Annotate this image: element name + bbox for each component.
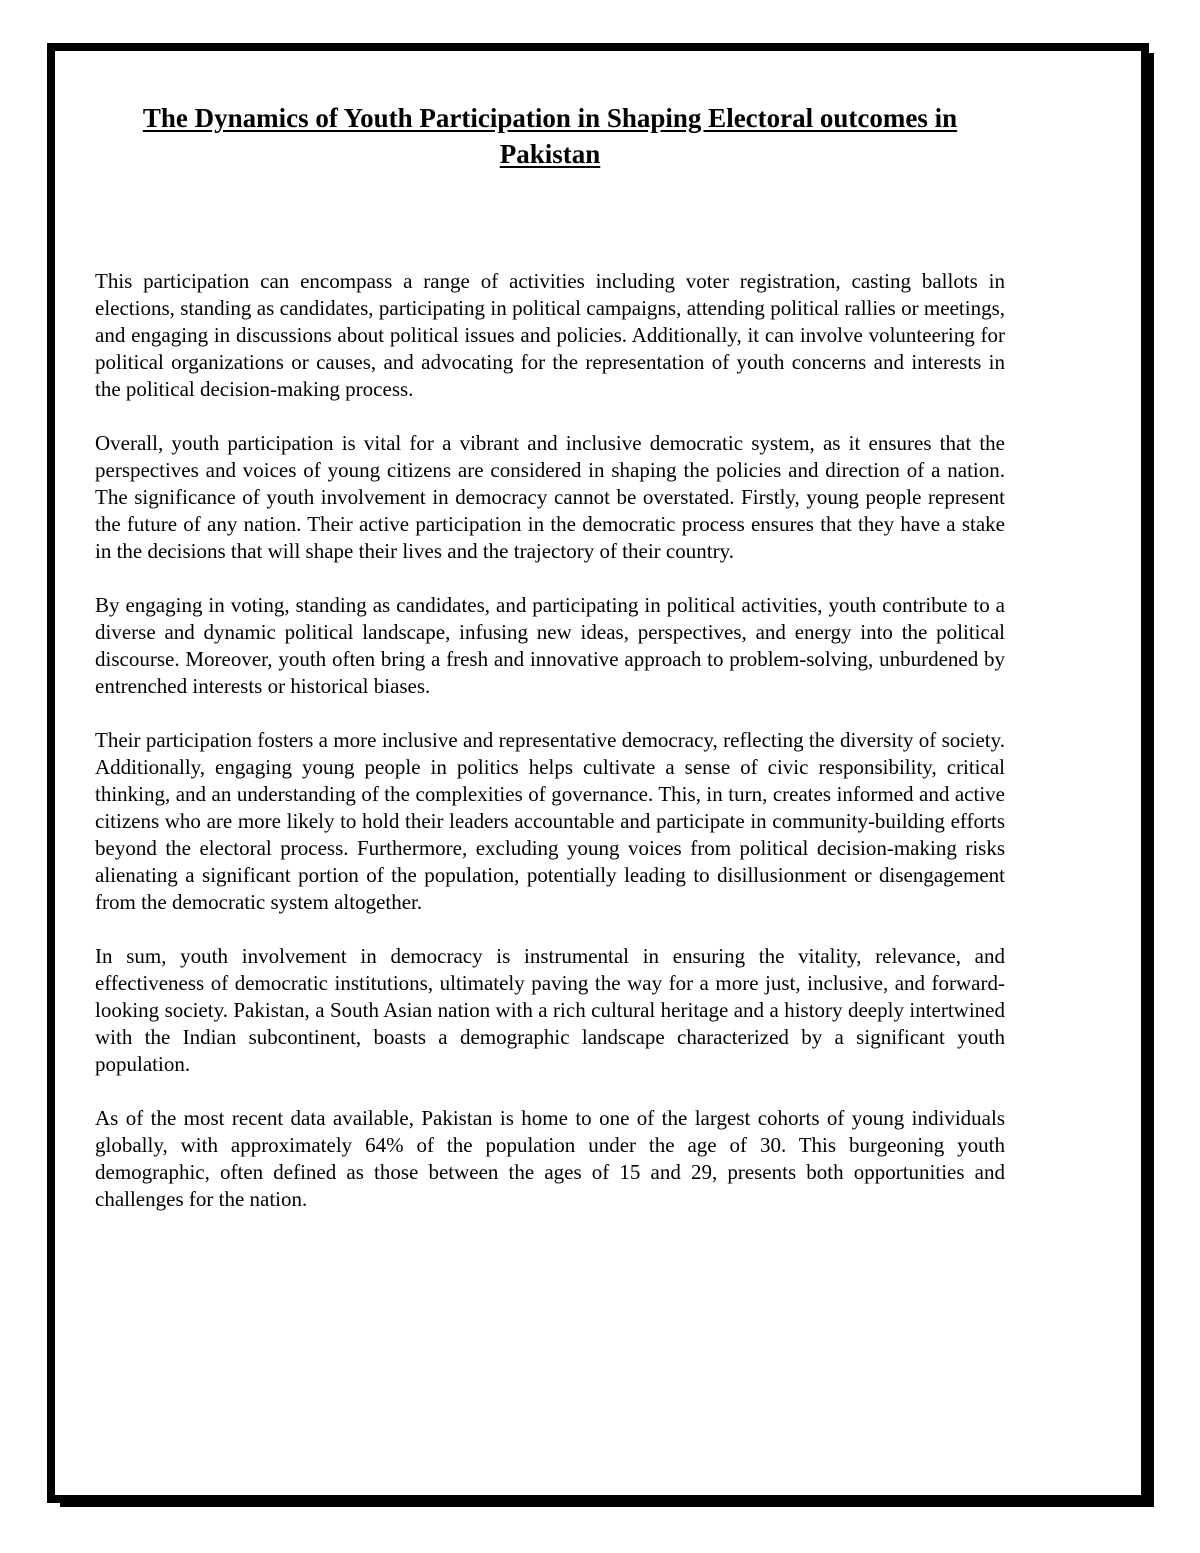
document-body (95, 268, 1005, 1213)
paragraph: Overall, youth participation is vital for a vibrant and inclusive democratic system, as it ensures that the perspectives and voices of young citizens are considered in shaping the policies and direction of a nation. The significance of youth involvement in democracy cannot be overstated. Firstly, young people represent the future of any nation. Their active participation in the democratic process ensures that they have a stake in the decisions that will shape their lives and the trajectory of their country. (95, 431, 1005, 563)
paragraph: In sum, youth involvement in democracy is instrumental in ensuring the vitality, relevance, and effectiveness of democratic institutions, ultimately paving the way for a more just, inclusive, and forward-looking society. Pakistan, a South Asian nation with a rich cultural heritage and a history deeply intertwined with the Indian subcontinent, boasts a demographic landscape characterized by a significant youth population. (95, 944, 1005, 1076)
paragraph: As of the most recent data available, Pakistan is home to one of the largest cohorts of young individuals globally, with approximately 64% of the population under the age of 30. This burgeoning youth demographic, often defined as those between the ages of 15 and 29, presents both opportunities and challenges for the nation. (95, 1106, 1005, 1211)
document-title: The Dynamics of Youth Participation in Shaping Electoral outcomes in Pakistan (142, 103, 958, 169)
paragraph: By engaging in voting, standing as candidates, and participating in political activities, youth contribute to a diverse and dynamic political landscape, infusing new ideas, perspectives, and energy into the political discourse. Moreover, youth often bring a fresh and innovative approach to problem-solving, unburdened by entrenched interests or historical biases. (95, 593, 1005, 698)
paragraph: This participation can encompass a range of activities including voter registration, casting ballots in elections, standing as candidates, participating in political campaigns, attending political rallies or meetings, and engaging in discussions about political issues and policies. Additionally, it can involve volunteering for political organizations or causes, and advocating for the representation of youth concerns and interests in the political decision-making process. (95, 269, 1005, 401)
document-content (95, 100, 1005, 1240)
paragraph: Their participation fosters a more inclusive and representative democracy, reflecting the diversity of society. Additionally, engaging young people in politics helps cultivate a sense of civic responsibility, critical thinking, and an understanding of the complexities of governance. This, in turn, creates informed and active citizens who are more likely to hold their leaders accountable and participate in community-building efforts beyond the electoral process. Furthermore, excluding young voices from political decision-making risks alienating a significant portion of the population, potentially leading to disillusionment or disengagement from the democratic system altogether. (95, 728, 1005, 914)
